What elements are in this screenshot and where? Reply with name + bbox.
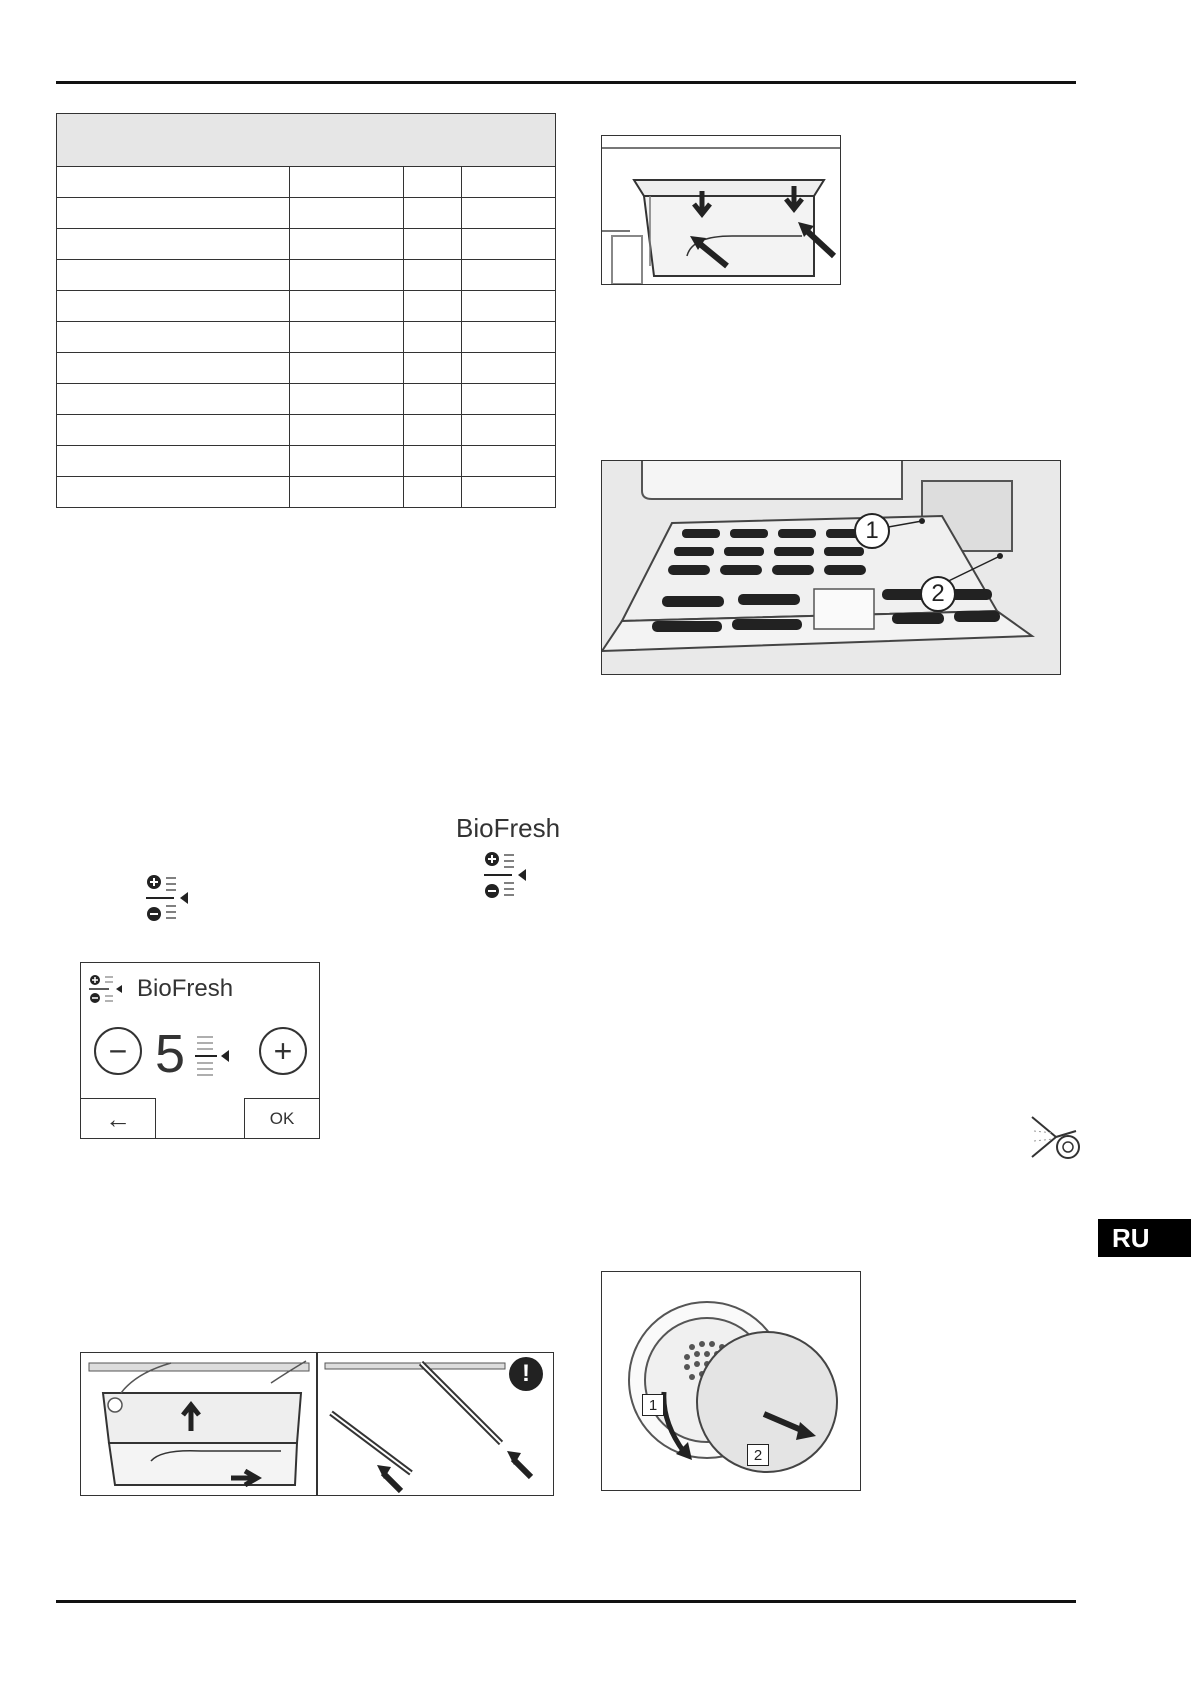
top-rule (56, 81, 1076, 84)
drawer-removal-figure (80, 1352, 554, 1496)
callout-2: 2 (920, 576, 956, 612)
table-row (57, 384, 556, 415)
step-1-label: 1 (642, 1394, 664, 1416)
table-row (57, 198, 556, 229)
temperature-adjust-icon (89, 974, 129, 1009)
table-row (57, 353, 556, 384)
table-header (57, 114, 556, 167)
temperature-adjust-icon (146, 874, 192, 929)
level-indicator-icon (195, 1035, 235, 1084)
step-2-label: 2 (747, 1444, 769, 1466)
table-row (57, 229, 556, 260)
drawer-insert-figure (601, 135, 841, 285)
temperature-adjust-icon (484, 851, 530, 906)
table-row (57, 167, 556, 198)
bottom-rule (56, 1600, 1076, 1603)
biofresh-heading: BioFresh (456, 813, 561, 843)
language-tab: RU (1098, 1219, 1191, 1257)
table-row (57, 260, 556, 291)
fan-cover-figure (601, 1271, 861, 1491)
setting-value: 5 (155, 1024, 186, 1084)
display-title: BioFresh (137, 975, 234, 1002)
settings-table (56, 113, 556, 508)
table-row (57, 477, 556, 508)
increase-button[interactable]: + (259, 1027, 307, 1075)
back-button[interactable]: ← (81, 1098, 156, 1139)
biofresh-display (80, 962, 320, 1139)
table-row (57, 291, 556, 322)
table-row (57, 322, 556, 353)
shelf-figure (601, 460, 1061, 675)
ok-button[interactable]: OK (244, 1098, 319, 1139)
table-row (57, 446, 556, 477)
callout-1: 1 (854, 513, 890, 549)
table-row (57, 415, 556, 446)
warning-icon: ! (509, 1357, 543, 1391)
ventilation-icon (1030, 1111, 1080, 1166)
decrease-button[interactable]: − (94, 1027, 142, 1075)
